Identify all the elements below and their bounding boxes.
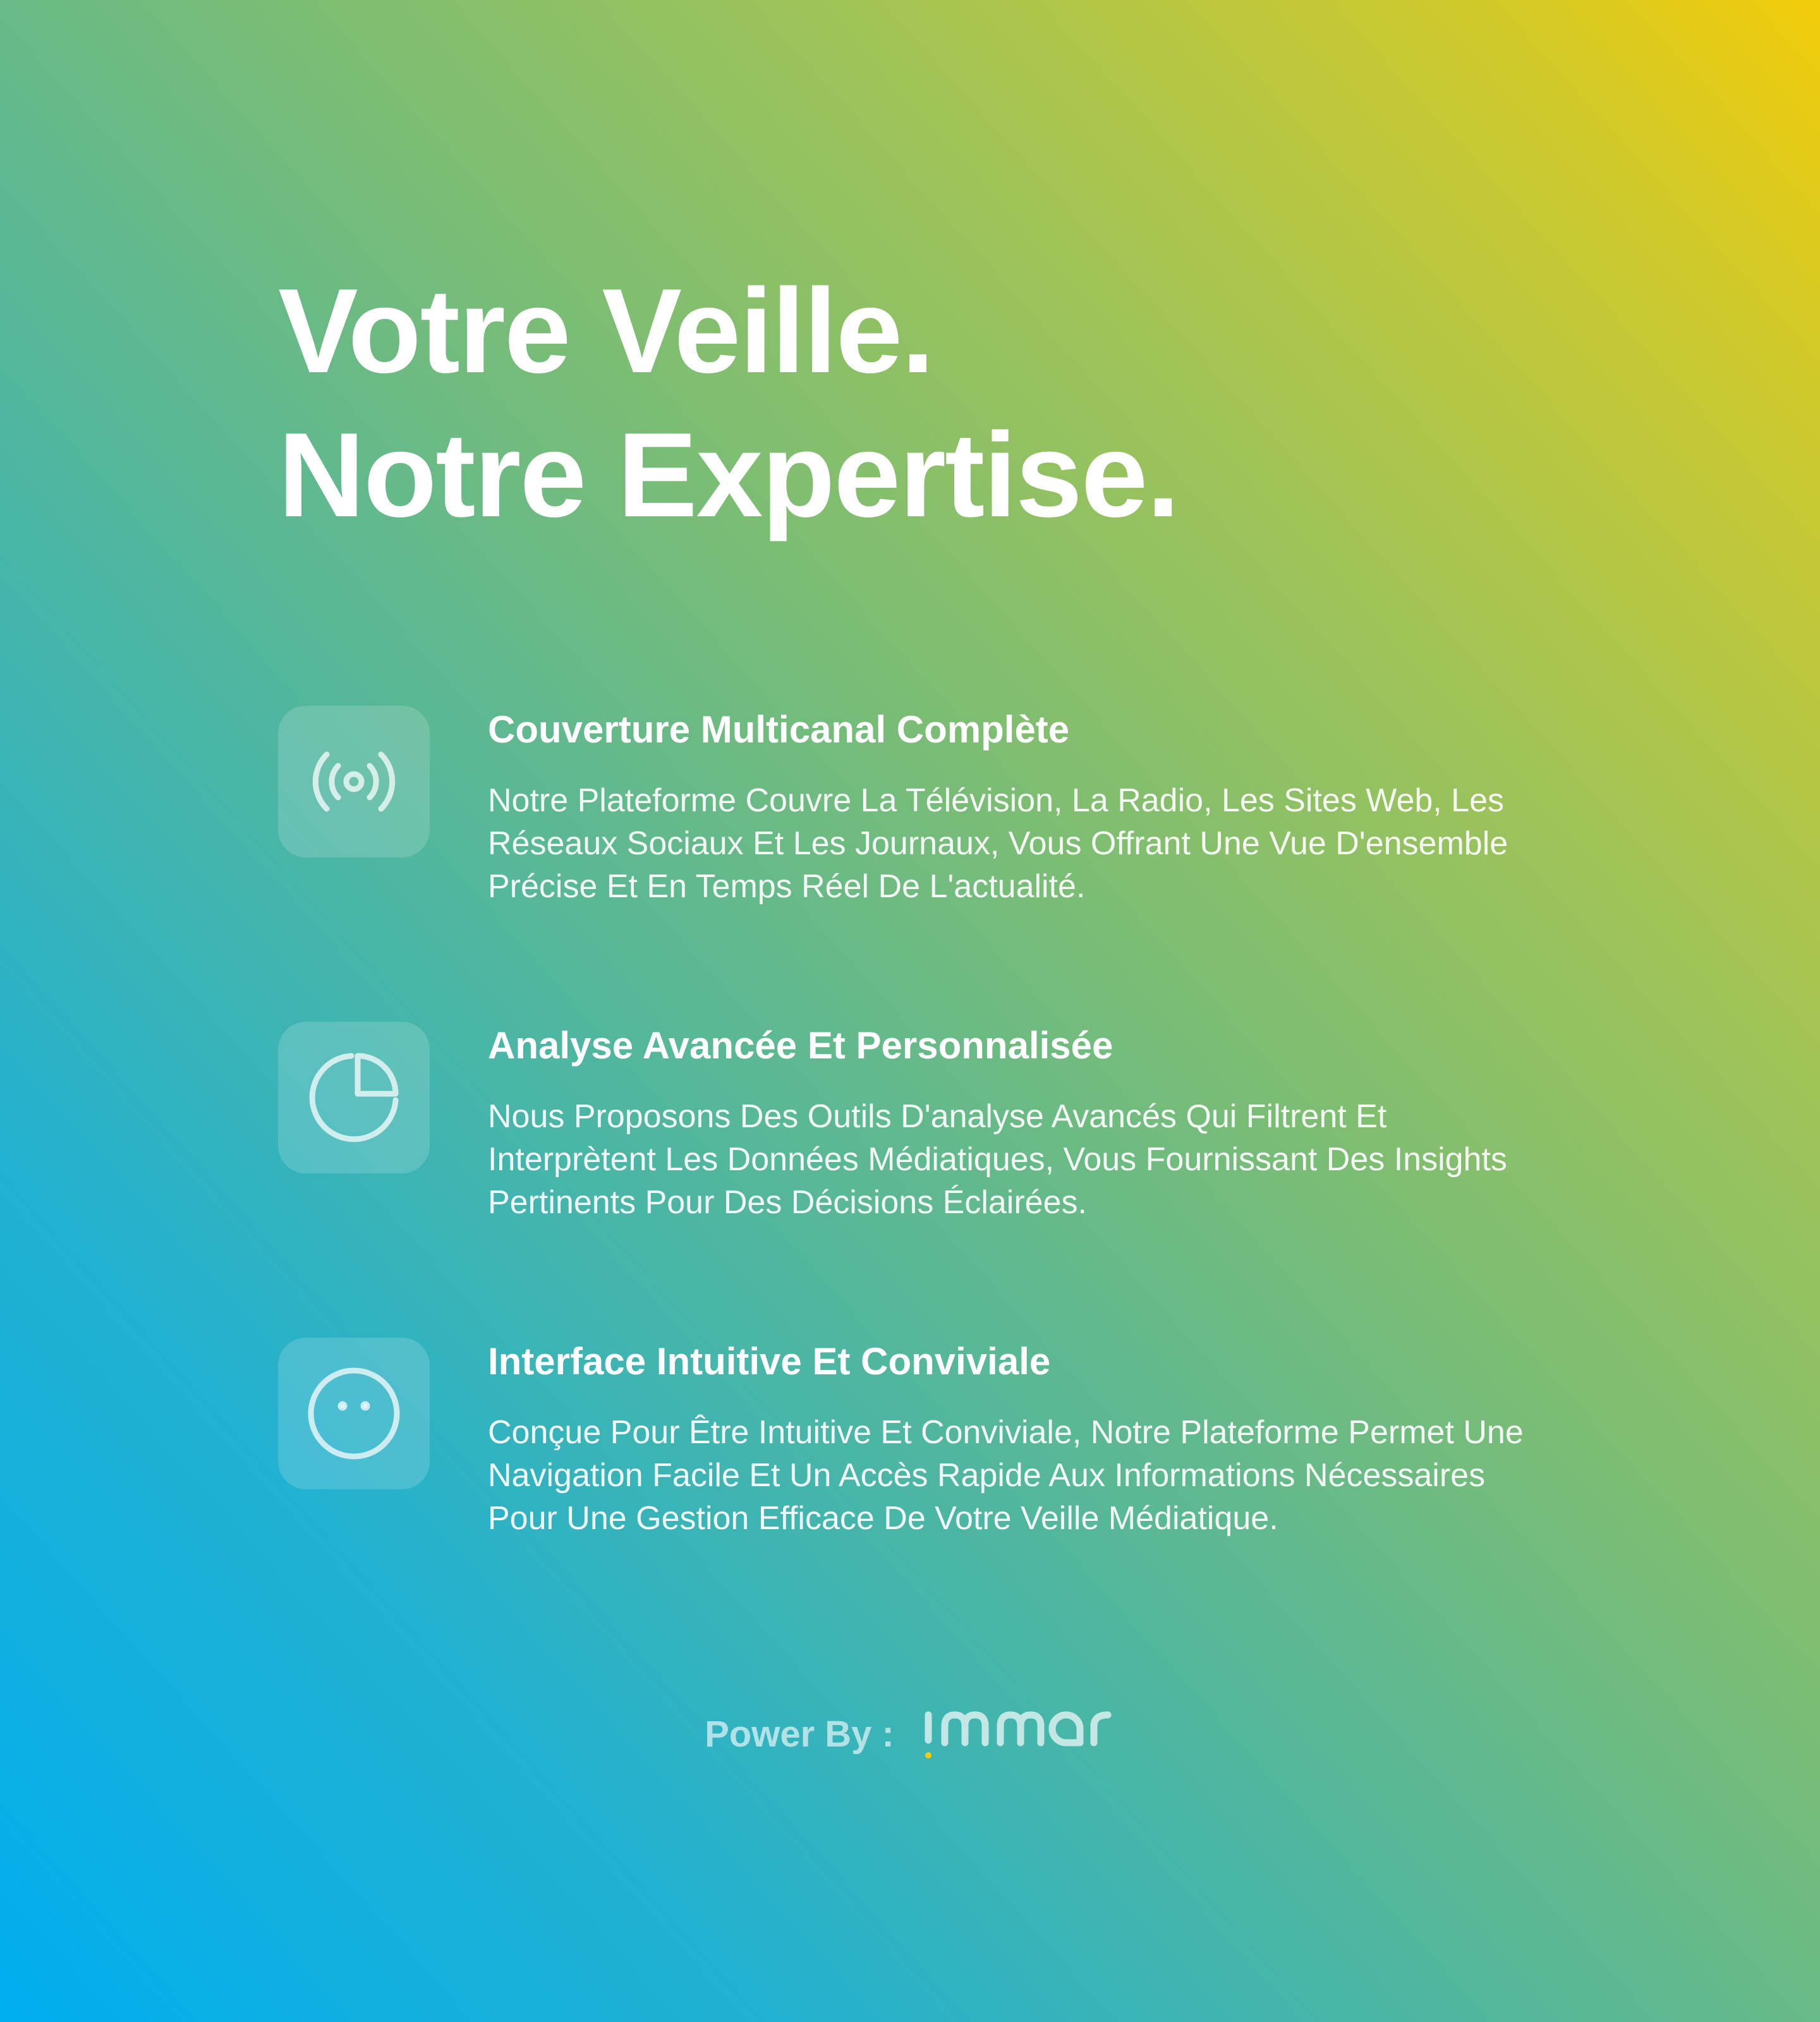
headline-line-1: Votre Veille. — [278, 264, 934, 398]
feature-title: Interface Intuitive Et Conviviale — [488, 1340, 1051, 1383]
powered-by-label: Power By : — [705, 1714, 894, 1755]
footer — [0, 1706, 1820, 1763]
broadcast-icon — [278, 706, 430, 857]
feature-description: Conçue Pour Être Intuitive Et Conviviale, Notre Plateforme Permet Une Navigation Facile Et Un Accès Rapide Aux Informations Nécessaires Pour Une Gestion Efficace De Votre Veille Médiatique. — [488, 1414, 1524, 1537]
feature-description: Nous Proposons Des Outils D'analyse Avancés Qui Filtrent Et Interprètent Les Données Médiatiques, Vous Fournissant Des Insights Pertinents Pour Des Décisions Éclairées. — [488, 1098, 1507, 1221]
smiley-face-icon — [278, 1338, 430, 1489]
headline — [278, 259, 1179, 547]
immar-logo — [919, 1706, 1115, 1763]
feature-multichannel-coverage — [278, 706, 1542, 1022]
feature-intuitive-interface — [278, 1338, 1542, 1654]
pie-chart-icon — [278, 1022, 430, 1173]
feature-advanced-analysis — [278, 1022, 1542, 1338]
feature-title: Couverture Multicanal Complète — [488, 708, 1070, 751]
headline-line-2: Notre Expertise. — [278, 408, 1179, 542]
feature-title: Analyse Avancée Et Personnalisée — [488, 1024, 1113, 1067]
feature-description: Notre Plateforme Couvre La Télévision, La Radio, Les Sites Web, Les Réseaux Sociaux Et Les Journaux, Vous Offrant Une Vue D'ensemble Précise Et En Temps Réel De L'actualité. — [488, 782, 1508, 905]
